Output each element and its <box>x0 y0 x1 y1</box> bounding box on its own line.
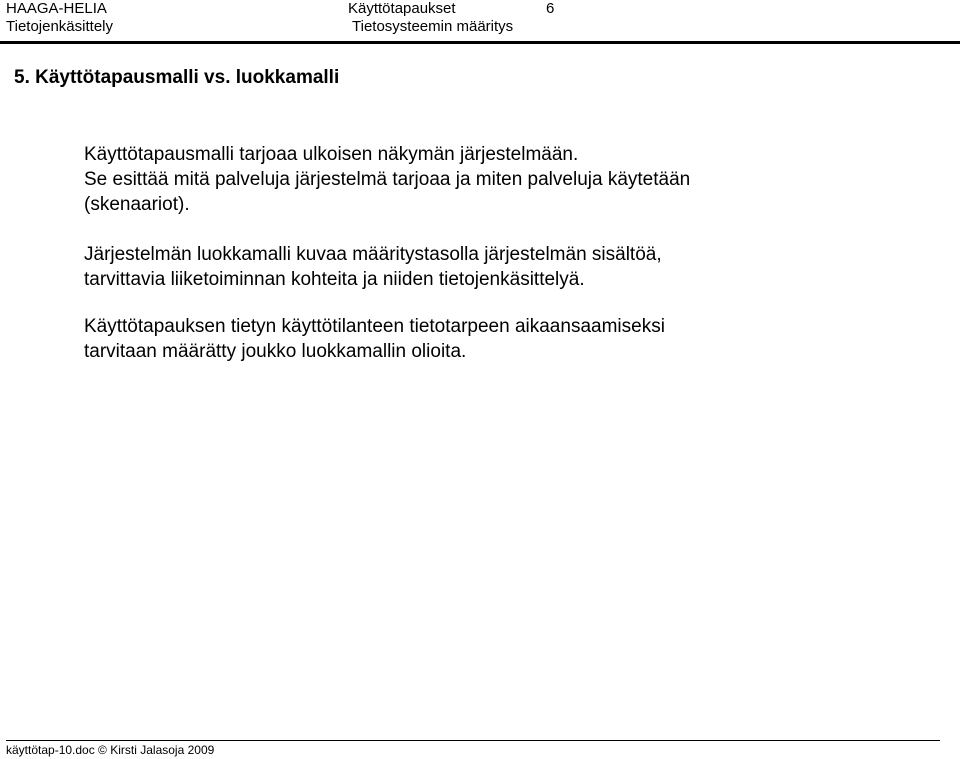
paragraph-line: Järjestelmän luokkamalli kuvaa määritystasolla järjestelmän sisältöä, <box>84 244 662 265</box>
paragraph-line: tarvittavia liiketoiminnan kohteita ja niiden tietojenkäsittelyä. <box>84 269 585 290</box>
paragraph-class-model <box>84 242 944 292</box>
header-divider <box>0 41 960 44</box>
paragraph-line: tarvitaan määrätty joukko luokkamallin olioita. <box>84 341 467 362</box>
page-footer: käyttötap-10.doc © Kirsti Jalasoja 2009 <box>6 743 215 757</box>
header-doc-title: Käyttötapaukset <box>348 0 456 17</box>
paragraph-line: Käyttötapausmalli tarjoaa ulkoisen näkymän järjestelmään. <box>84 144 579 165</box>
footer-divider <box>6 740 940 741</box>
paragraph-line: Se esittää mitä palveluja järjestelmä tarjoaa ja miten palveluja käytetään <box>84 169 691 190</box>
section-heading: 5. Käyttötapausmalli vs. luokkamalli <box>14 67 340 88</box>
paragraph-line: Käyttötapauksen tietyn käyttötilanteen tietotarpeen aikaansaamiseksi <box>84 316 665 337</box>
page-number: 6 <box>546 0 555 17</box>
header-doc-subtitle: Tietosysteemin määritys <box>352 18 514 35</box>
paragraph-use-case-model <box>84 142 944 217</box>
header-dept: Tietojenkäsittely <box>6 18 113 35</box>
header-org: HAAGA-HELIA <box>6 0 107 17</box>
paragraph-objects <box>84 314 944 364</box>
paragraph-line: (skenaariot). <box>84 194 190 215</box>
